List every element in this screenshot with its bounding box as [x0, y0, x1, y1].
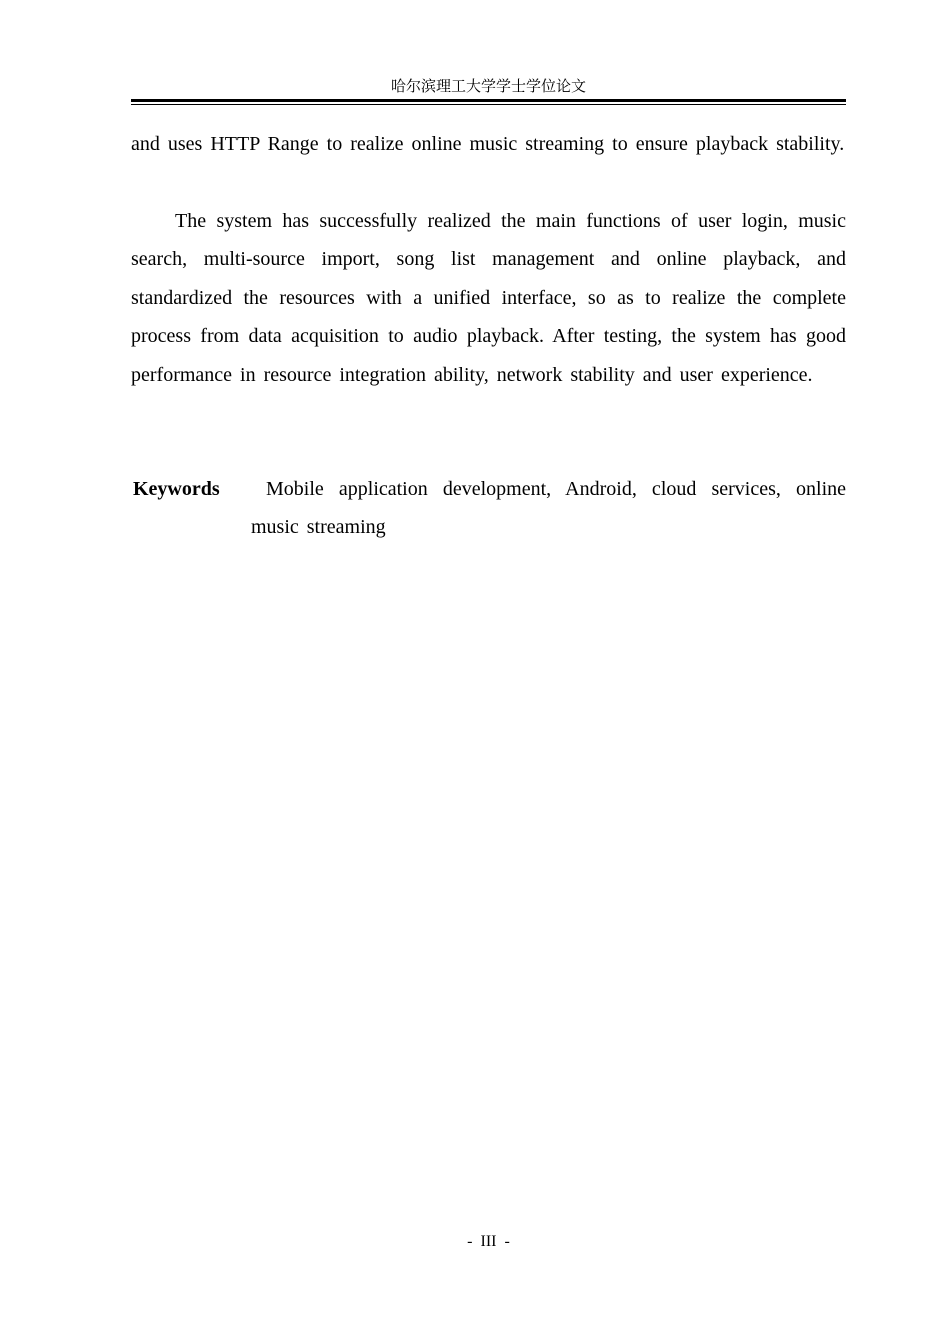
keywords-text: Mobile application development, Android, cloud services, online music streaming: [251, 478, 846, 539]
keywords-label: Keywords: [133, 478, 220, 500]
abstract-paragraph-summary: The system has successfully realized the main functions of user login, music search, multi-source import, song list management and online playback, and standardized the resources with a unified interface, so as to realize the complete process from data acquisition to audio playback. After testing, the system has good performance in resource integration ability, network stability and user experience.: [131, 210, 846, 386]
abstract-paragraph-continued: and uses HTTP Range to realize online music streaming to ensure playback stability.: [131, 133, 845, 155]
page-number: - III -: [467, 1233, 510, 1250]
running-header: 哈尔滨理工大学学士学位论文: [390, 77, 586, 95]
header-rule-thin: [131, 104, 846, 105]
header-rule-thick: [131, 99, 846, 102]
